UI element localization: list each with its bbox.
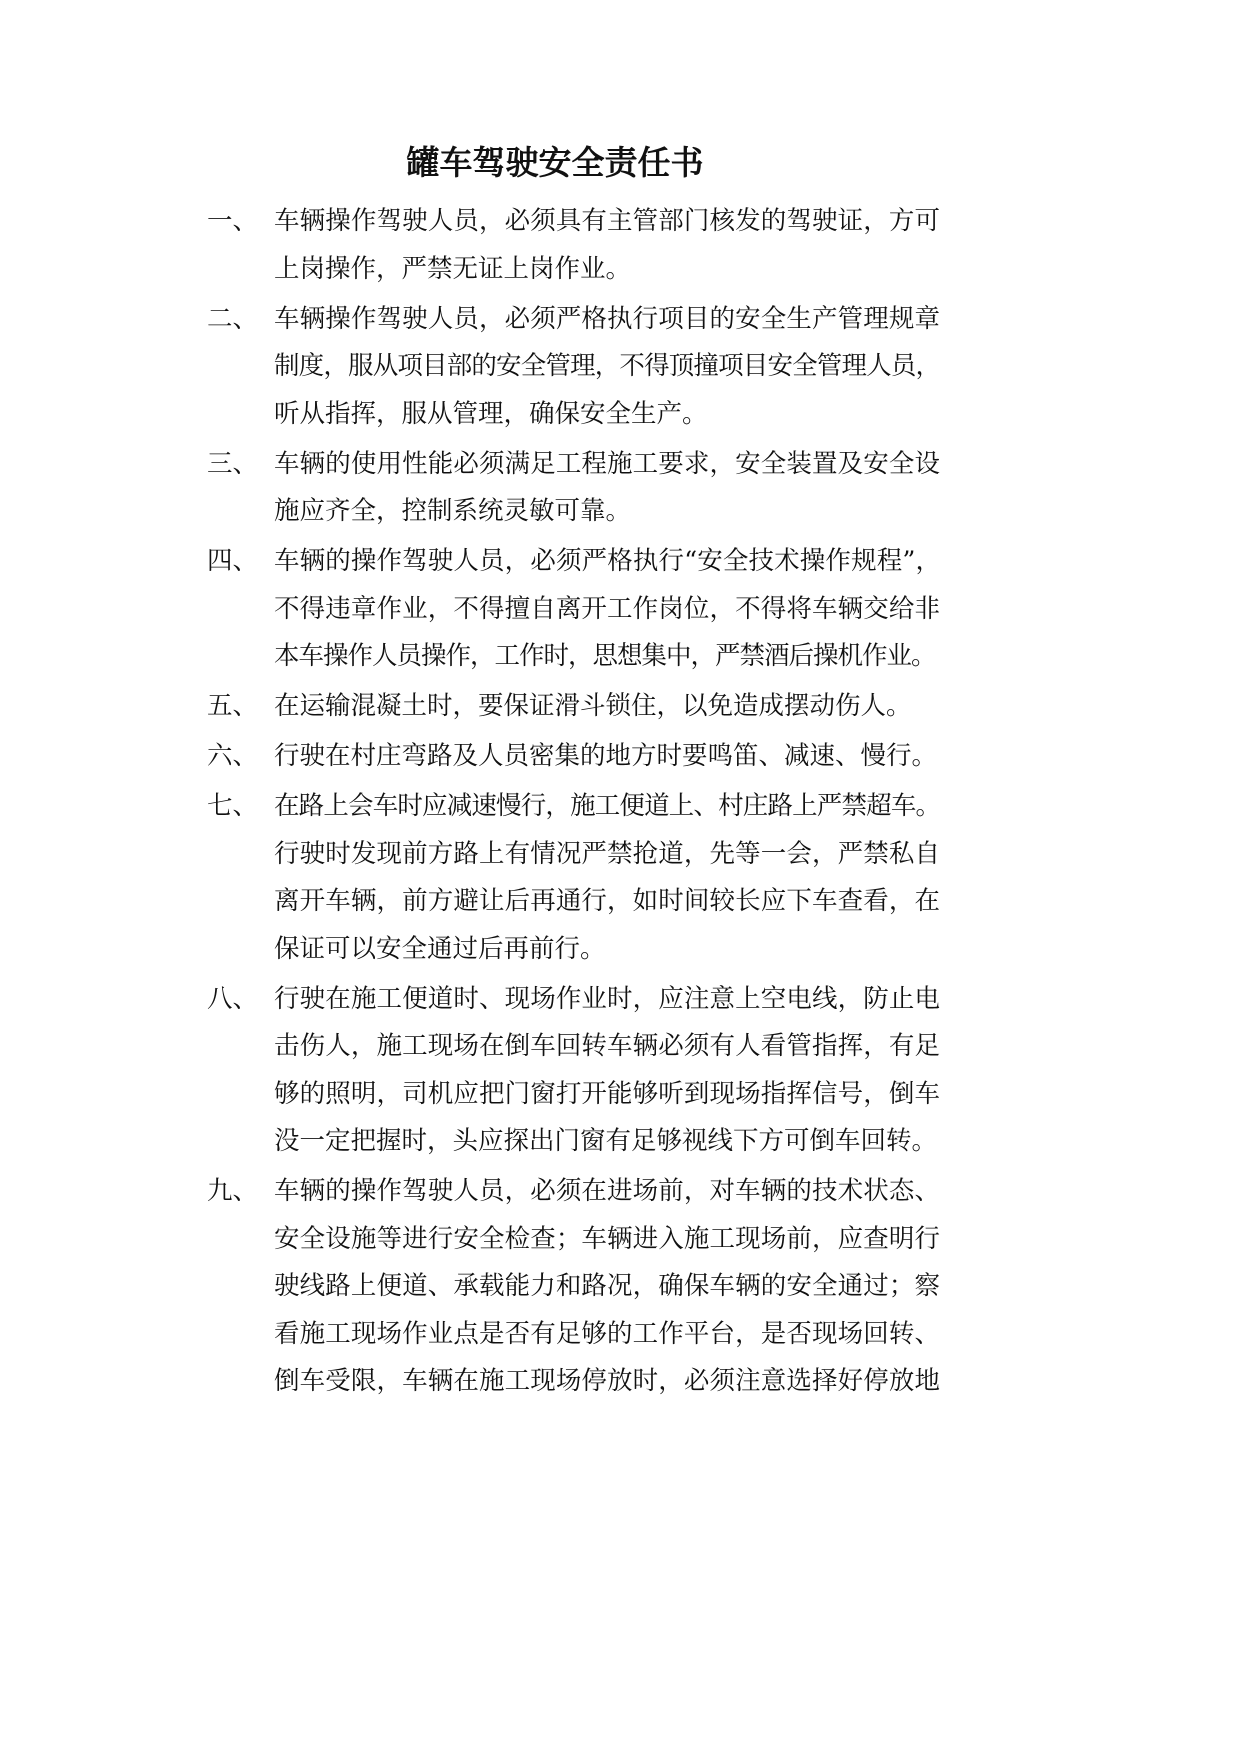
clause-9 bbox=[207, 1168, 940, 1406]
document-title: 罐车驾驶安全责任书 bbox=[406, 143, 704, 182]
clause-line: 上岗操作，严禁无证上岗作业。 bbox=[274, 253, 632, 284]
clause-line: 行驶在施工便道时、现场作业时，应注意上空电线，防止电 bbox=[274, 983, 940, 1014]
clause-line: 车辆操作驾驶人员，必须严格执行项目的安全生产管理规章 bbox=[274, 303, 940, 334]
clause-number: 四、 bbox=[207, 546, 259, 576]
clause-line: 看施工现场作业点是否有足够的工作平台，是否现场回转、 bbox=[274, 1318, 940, 1349]
clause-number: 九、 bbox=[207, 1176, 259, 1206]
clause-line: 听从指挥，服从管理，确保安全生产。 bbox=[274, 398, 708, 429]
clause-4 bbox=[207, 538, 940, 681]
clause-text bbox=[274, 441, 940, 536]
clause-number: 五、 bbox=[207, 691, 259, 721]
clause-line: 不得违章作业，不得擅自离开工作岗位，不得将车辆交给非 bbox=[274, 593, 940, 624]
clause-number: 二、 bbox=[207, 303, 259, 334]
clause-text bbox=[274, 976, 940, 1166]
clause-line: 没一定把握时，头应探出门窗有足够视线下方可倒车回转。 bbox=[274, 1126, 938, 1156]
clause-number: 八、 bbox=[207, 983, 259, 1014]
clause-line: 行驶在村庄弯路及人员密集的地方时要鸣笛、减速、慢行。 bbox=[274, 741, 938, 771]
clause-text bbox=[274, 733, 940, 781]
clause-text bbox=[274, 683, 940, 731]
clause-line: 驶线路上便道、承载能力和路况，确保车辆的安全通过；察 bbox=[274, 1271, 940, 1301]
clause-2 bbox=[207, 296, 940, 439]
clause-line: 车辆的操作驾驶人员，必须严格执行“安全技术操作规程”， bbox=[274, 546, 940, 576]
clause-number: 六、 bbox=[207, 741, 259, 771]
clause-6 bbox=[207, 733, 940, 781]
clause-text bbox=[274, 783, 940, 973]
clause-text bbox=[274, 1168, 940, 1406]
clause-3 bbox=[207, 441, 940, 536]
clause-number: 七、 bbox=[207, 791, 259, 821]
clause-line: 行驶时发现前方路上有情况严禁抢道，先等一会，严禁私自 bbox=[274, 838, 940, 869]
clause-text bbox=[274, 198, 940, 293]
clause-line: 制度，服从项目部的安全管理，不得顶撞项目安全管理人员， bbox=[274, 351, 940, 381]
clause-7 bbox=[207, 783, 940, 973]
clause-5 bbox=[207, 683, 940, 731]
clause-text bbox=[274, 538, 940, 681]
clause-line: 施应齐全，控制系统灵敏可靠。 bbox=[274, 496, 632, 526]
clause-line: 在路上会车时应减速慢行，施工便道上、村庄路上严禁超车。 bbox=[274, 791, 940, 821]
clause-line: 保证可以安全通过后再前行。 bbox=[274, 933, 606, 964]
clause-line: 车辆的使用性能必须满足工程施工要求，安全装置及安全设 bbox=[274, 448, 940, 479]
clause-line: 离开车辆，前方避让后再通行，如时间较长应下车查看，在 bbox=[274, 886, 940, 916]
clause-number: 一、 bbox=[207, 206, 259, 236]
document-body bbox=[207, 198, 940, 1406]
clause-line: 够的照明，司机应把门窗打开能够听到现场指挥信号，倒车 bbox=[274, 1078, 940, 1109]
clause-line: 在运输混凝土时，要保证滑斗锁住，以免造成摆动伤人。 bbox=[274, 691, 912, 721]
clause-8 bbox=[207, 976, 940, 1166]
clause-line: 安全设施等进行安全检查；车辆进入施工现场前，应查明行 bbox=[274, 1223, 940, 1254]
clause-line: 击伤人，施工现场在倒车回转车辆必须有人看管指挥，有足 bbox=[274, 1031, 940, 1061]
clause-line: 倒车受限，车辆在施工现场停放时，必须注意选择好停放地 bbox=[274, 1366, 940, 1396]
clause-line: 车辆的操作驾驶人员，必须在进场前，对车辆的技术状态、 bbox=[274, 1176, 940, 1206]
clause-number: 三、 bbox=[207, 448, 259, 479]
clause-1 bbox=[207, 198, 940, 293]
clause-line: 车辆操作驾驶人员，必须具有主管部门核发的驾驶证，方可 bbox=[274, 206, 940, 236]
clause-line: 本车操作人员操作，工作时，思想集中，严禁酒后操机作业。 bbox=[274, 641, 936, 671]
clause-text bbox=[274, 296, 940, 439]
